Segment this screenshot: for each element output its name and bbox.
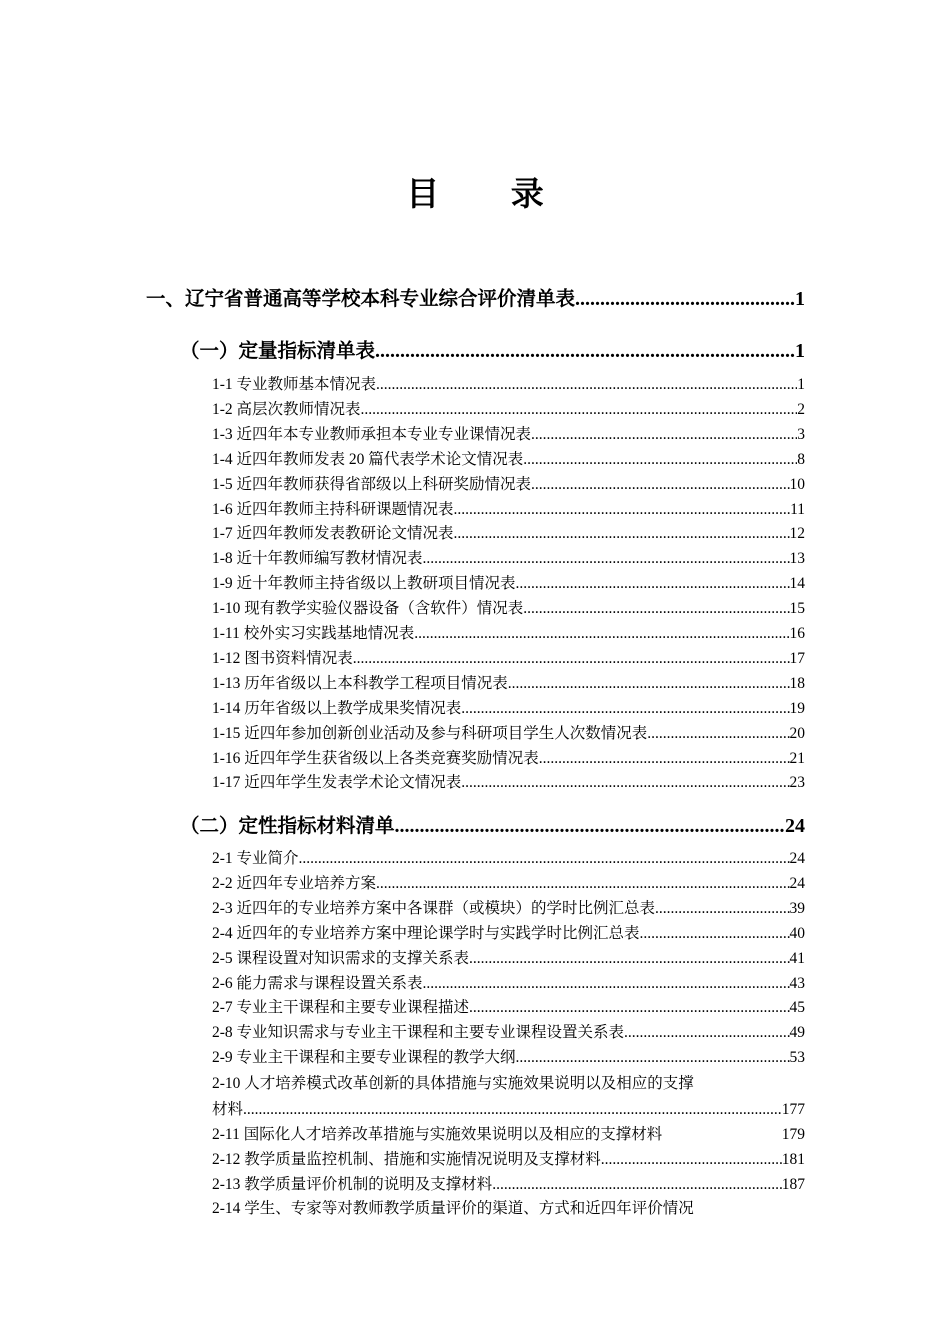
toc-item[interactable] [212,896,805,918]
toc-page: 39 [789,899,805,917]
toc-leader [523,451,797,469]
toc-section-1[interactable] [146,283,805,311]
toc-label: （一）定量指标清单表 [180,339,376,362]
toc-label: 2-8 专业知识需求与专业主干课程和主要专业课程设置关系表 [212,1024,625,1042]
toc-page: 187 [781,1176,805,1193]
toc-leader [601,1151,782,1169]
toc-item[interactable] [212,871,805,893]
toc-label: 2-7 专业主干课程和主要专业课程描述 [212,999,470,1017]
toc-leader [454,501,791,519]
toc-label: 1-13 历年省级以上本科教学工程项目情况表 [212,674,508,692]
toc-page: 21 [789,749,805,767]
toc-page: 177 [781,1101,805,1118]
toc-page: 2 [797,400,805,418]
toc-item-2-14-line1[interactable]: 2-14 学生、专家等对教师教学质量评价的渠道、方式和近四年评价情况 [212,1200,694,1217]
toc-page: 12 [789,525,805,543]
toc-item-2-13[interactable] [212,1172,805,1194]
toc-item[interactable] [212,921,805,943]
toc-page: 13 [789,550,805,568]
toc-leader [575,288,795,311]
toc-page: 24 [789,874,805,892]
toc-leader [469,999,789,1017]
toc-page: 41 [789,949,805,967]
toc-label: 1-14 历年省级以上教学成果奖情况表 [212,699,462,717]
toc-label: 1-8 近十年教师编写教材情况表 [212,550,423,568]
toc-item[interactable] [212,746,805,768]
toc-label: 1-10 现有教学实验仪器设备（含软件）情况表 [212,600,524,618]
toc-item[interactable] [212,422,805,444]
toc-item[interactable] [212,397,805,419]
toc-label: 2-1 专业简介 [212,850,299,867]
toc-item[interactable] [212,696,805,718]
toc-item[interactable] [212,846,805,868]
toc-page: 49 [789,1024,805,1042]
toc-page: 14 [789,575,805,593]
toc-section-quantitative[interactable] [180,335,805,363]
toc-label: （二）定性指标材料清单 [180,814,395,837]
toc-item[interactable] [212,646,805,668]
toc-leader [376,376,797,394]
toc-item[interactable] [212,521,805,543]
toc-leader [353,650,790,668]
toc-leader [423,550,790,568]
toc-item[interactable] [212,721,805,743]
toc-item-2-10-line2[interactable] [212,1097,805,1119]
toc-item[interactable] [212,571,805,593]
toc-page: 40 [789,924,805,942]
toc-page: 18 [789,674,805,692]
toc-page: 53 [789,1049,805,1067]
toc-page: 19 [789,699,805,717]
toc-leader [516,1049,790,1067]
toc-label: 2-3 近四年的专业培养方案中各课群（或模块）的学时比例汇总表 [212,899,656,917]
toc-item-2-10-line1[interactable]: 2-10 人才培养模式改革创新的具体措施与实施效果说明以及相应的支撑 [212,1075,694,1092]
toc-item-2-11[interactable] [212,1122,805,1144]
toc-label: 材料 [212,1101,244,1118]
toc-leader [423,975,790,993]
toc-item[interactable] [212,1020,805,1042]
toc-leader [508,675,790,693]
toc-item[interactable] [212,546,805,568]
toc-item[interactable] [212,671,805,693]
toc-item[interactable] [212,995,805,1017]
toc-item[interactable] [212,1045,805,1067]
toc-leader [461,774,789,792]
toc-item[interactable] [212,472,805,494]
toc-label: 2-2 近四年专业培养方案 [212,874,377,892]
toc-item[interactable] [212,596,805,618]
toc-page: 16 [789,625,805,642]
toc-label: 1-9 近十年教师主持省级以上教研项目情况表 [212,575,516,593]
toc-page: 3 [797,425,805,443]
toc-label: 2-13 教学质量评价机制的说明及支撑材料 [212,1176,493,1193]
toc-label: 1-3 近四年本专业教师承担本专业专业课情况表 [212,425,532,443]
toc-page: 20 [789,724,805,742]
toc-leader [647,725,789,743]
toc-leader [376,875,789,893]
toc-item-2-12[interactable] [212,1147,805,1169]
toc-page: 1 [797,376,805,393]
toc-leader [492,1176,781,1194]
toc-page: 45 [789,999,805,1017]
toc-label: 2-4 近四年的专业培养方案中理论课学时与实践学时比例汇总表 [212,924,640,942]
toc-leader [516,575,790,593]
toc-label: 2-5 课程设置对知识需求的支撑关系表 [212,949,470,967]
toc-page: 181 [781,1151,805,1168]
page-title: 目 录 [406,174,574,213]
toc-leader [655,900,789,918]
toc-label: 1-5 近四年教师获得省部级以上科研奖励情况表 [212,475,532,493]
toc-leader [531,426,797,444]
toc-leader [523,600,789,618]
toc-page: 11 [790,500,805,518]
toc-page: 1 [795,288,805,310]
toc-label: 1-16 近四年学生获省级以上各类竞赛奖励情况表 [212,749,539,767]
toc-item[interactable] [212,447,805,469]
toc-label: 1-11 校外实习实践基地情况表 [212,625,415,642]
toc-leader [299,850,790,868]
toc-leader [375,340,795,363]
toc-page: 43 [789,974,805,992]
toc-page: 24 [785,815,805,837]
toc-label: 1-1 专业教师基本情况表 [212,376,377,393]
toc-leader [414,625,789,643]
toc-label: 2-6 能力需求与课程设置关系表 [212,974,423,992]
toc-label: 1-2 高层次教师情况表 [212,400,361,418]
toc-leader [461,700,789,718]
toc-page: 17 [789,649,805,667]
toc-leader [243,1101,782,1119]
toc-item[interactable] [212,372,805,394]
toc-page: 179 [781,1126,805,1143]
toc-page: 23 [789,774,805,792]
toc-item[interactable] [212,621,805,643]
toc-label: 1-12 图书资料情况表 [212,649,353,667]
toc-leader [361,401,798,419]
toc-page: 10 [789,475,805,493]
toc-section-qualitative[interactable] [180,810,805,838]
toc-leader [531,476,789,494]
toc-item[interactable] [212,497,805,519]
toc-item[interactable] [212,770,805,792]
toc-label: 1-17 近四年学生发表学术论文情况表 [212,774,462,792]
toc-leader [469,950,789,968]
toc-item[interactable] [212,971,805,993]
toc-leader [454,525,790,543]
toc-label: 一、辽宁省普通高等学校本科专业综合评价清单表 [146,287,576,310]
toc-label: 2-12 教学质量监控机制、措施和实施情况说明及支撑材料 [212,1151,601,1168]
toc-item[interactable] [212,946,805,968]
toc-leader [624,1024,789,1042]
toc-label: 1-6 近四年教师主持科研课题情况表 [212,500,454,518]
toc-label: 1-4 近四年教师发表 20 篇代表学术论文情况表 [212,450,524,468]
toc-label: 1-15 近四年参加创新创业活动及参与科研项目学生人次数情况表 [212,724,648,742]
toc-leader [539,750,790,768]
toc-label: 2-11 国际化人才培养改革措施与实施效果说明以及相应的支撑材料 [212,1126,663,1143]
toc-leader [395,815,785,838]
toc-page: 8 [797,450,805,468]
toc-label: 1-7 近四年教师发表教研论文情况表 [212,525,454,543]
toc-label: 2-9 专业主干课程和主要专业课程的教学大纲 [212,1049,516,1067]
toc-page: 1 [795,340,805,362]
toc-page: 15 [789,600,805,618]
toc-leader [640,925,790,943]
toc-page: 24 [789,850,805,867]
